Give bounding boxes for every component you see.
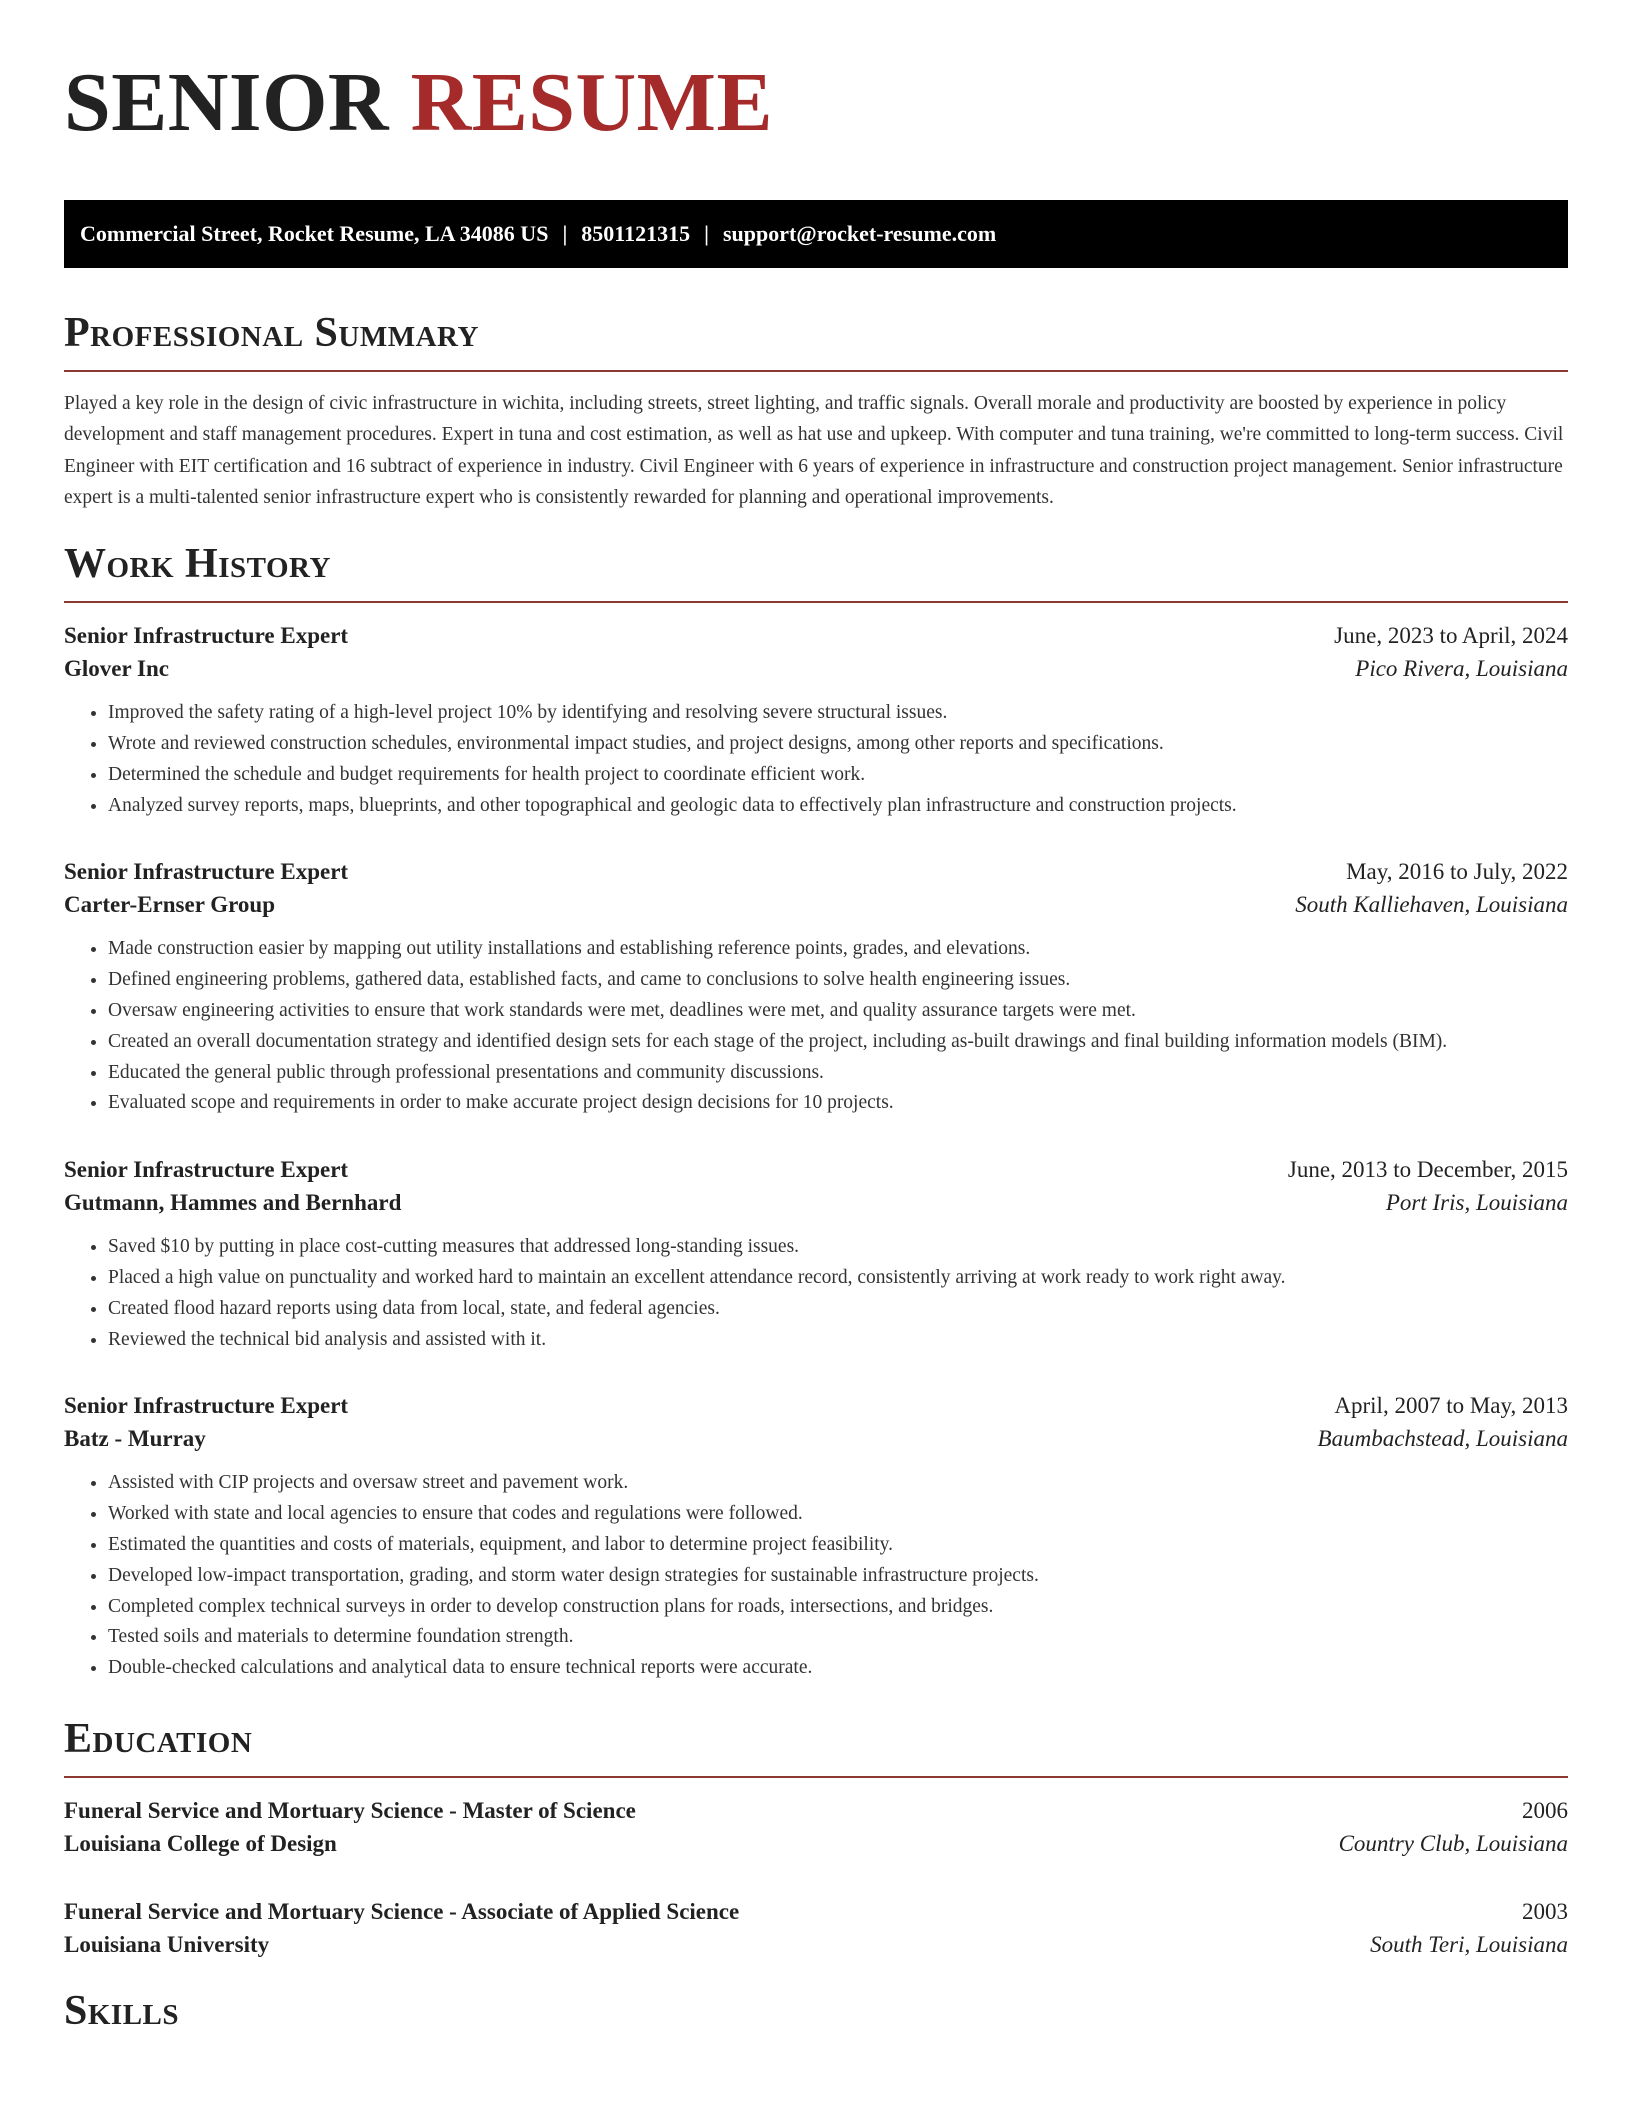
job-title: Senior Infrastructure Expert — [64, 859, 349, 885]
job-bullets — [64, 934, 1568, 1119]
job-list — [64, 623, 1568, 1684]
bullet-item: • Double-checked calculations and analytical data to ensure technical reports were accurate. — [108, 1653, 1568, 1684]
contact-address: Commercial Street, Rocket Resume, LA 34086 US — [80, 221, 549, 246]
bullet-item: • Assisted with CIP projects and oversaw street and pavement work. — [108, 1468, 1568, 1499]
education-year: 2006 — [1522, 1797, 1568, 1823]
section-heading: Professional Summary — [64, 310, 479, 356]
contact-email[interactable]: support@rocket-resume.com — [722, 221, 997, 246]
education-school-row — [64, 1932, 1568, 1958]
bullet-item: • Oversaw engineering activities to ensure that work standards were met, deadlines were met, and quality assurance targets were met. — [108, 996, 1568, 1027]
education-degree-row — [64, 1899, 1568, 1925]
job-title: Senior Infrastructure Expert — [64, 1157, 349, 1183]
job-dates: June, 2013 to December, 2015 — [1287, 1157, 1568, 1183]
section-divider — [64, 601, 1568, 603]
job-company-row — [64, 892, 1568, 918]
job-entry — [64, 1393, 1568, 1684]
job-dates: June, 2023 to April, 2024 — [1334, 623, 1568, 649]
bullet-item: • Educated the general public through professional presentations and community discussions. — [108, 1058, 1568, 1089]
skills-section — [64, 1986, 1568, 2036]
job-bullets — [64, 1232, 1568, 1355]
bullet-item: • Completed complex technical surveys in order to develop construction plans for roads, intersections, and bridges. — [108, 1592, 1568, 1623]
section-heading: Education — [64, 1715, 253, 1762]
education-school-row — [64, 1831, 1568, 1857]
education-degree: Funeral Service and Mortuary Science - Associate of Applied Science — [64, 1898, 740, 1924]
contact-bar — [64, 200, 1568, 268]
bullet-item: • Defined engineering problems, gathered data, established facts, and came to conclusions to solve health engineering issues. — [108, 965, 1568, 996]
bullet-item: • Made construction easier by mapping out utility installations and establishing reference points, grades, and elevations. — [108, 934, 1568, 965]
job-entry — [64, 859, 1568, 1119]
education-year: 2003 — [1522, 1898, 1568, 1924]
work-history-section — [64, 539, 1568, 1684]
education-section — [64, 1714, 1568, 1958]
job-location: Port Iris, Louisiana — [1385, 1190, 1568, 1216]
section-heading: Skills — [64, 1987, 180, 2034]
bullet-item: • Reviewed the technical bid analysis and assisted with it. — [108, 1325, 1568, 1356]
education-school: Louisiana University — [64, 1931, 270, 1957]
bullet-item: • Created an overall documentation strategy and identified design sets for each stage of the project, including as-built drawings and final building information models (BIM). — [108, 1027, 1568, 1058]
contact-phone: 8501121315 — [581, 221, 691, 246]
bullet-item: • Developed low-impact transportation, grading, and storm water design strategies for sustainable infrastructure projects. — [108, 1561, 1568, 1592]
bullet-item: • Estimated the quantities and costs of materials, equipment, and labor to determine project feasibility. — [108, 1530, 1568, 1561]
job-bullets — [64, 698, 1568, 821]
job-company: Carter-Ernser Group — [64, 892, 276, 918]
bullet-item: • Created flood hazard reports using data from local, state, and federal agencies. — [108, 1294, 1568, 1325]
contact-separator: | — [704, 221, 709, 246]
education-list — [64, 1798, 1568, 1958]
education-location: Country Club, Louisiana — [1338, 1830, 1568, 1856]
job-company: Batz - Murray — [64, 1426, 206, 1452]
job-bullets — [64, 1468, 1568, 1684]
education-degree-row — [64, 1798, 1568, 1824]
bullet-item: • Evaluated scope and requirements in order to make accurate project design decisions for 10 projects. — [108, 1088, 1568, 1119]
title-word-2: RESUME — [410, 56, 773, 149]
job-location: Pico Rivera, Louisiana — [1355, 656, 1568, 682]
job-entry — [64, 1157, 1568, 1355]
bullet-item: • Determined the schedule and budget requirements for health project to coordinate efficient work. — [108, 760, 1568, 791]
job-header-row — [64, 859, 1568, 885]
job-location: Baumbachstead, Louisiana — [1317, 1426, 1568, 1452]
education-school: Louisiana College of Design — [64, 1830, 337, 1856]
bullet-item: • Improved the safety rating of a high-level project 10% by identifying and resolving severe structural issues. — [108, 698, 1568, 729]
bullet-item: • Worked with state and local agencies to ensure that codes and regulations were followed. — [108, 1499, 1568, 1530]
section-divider — [64, 1776, 1568, 1778]
job-company: Gutmann, Hammes and Bernhard — [64, 1190, 402, 1216]
resume-title — [64, 0, 1568, 148]
job-dates: May, 2016 to July, 2022 — [1346, 859, 1568, 885]
education-entry — [64, 1899, 1568, 1958]
bullet-item: • Placed a high value on punctuality and worked hard to maintain an excellent attendance record, consistently arriving at work ready to work right away. — [108, 1263, 1568, 1294]
title-word-1: SENIOR — [64, 56, 390, 149]
section-divider — [64, 370, 1568, 372]
bullet-item: • Analyzed survey reports, maps, blueprints, and other topographical and geologic data to effectively plan infrastructure and construction projects. — [108, 791, 1568, 822]
summary-text: Played a key role in the design of civic infrastructure in wichita, including streets, street lighting, and traffic signals. Overall morale and productivity are boosted by experience in policy development and staff management procedures. Expert in tuna and cost estimation, as well as hat use and upkeep. With computer and tuna training, we're committed to long-term success. Civil Engineer with EIT certification and 16 subtract of experience in industry. Civil Engineer with 6 years of experience in infrastructure and construction project management. Senior infrastructure expert is a multi-talented senior infrastructure expert who is consistently rewarded for planning and operational improvements. — [64, 393, 1564, 508]
job-company-row — [64, 1426, 1568, 1452]
bullet-item: • Wrote and reviewed construction schedules, environmental impact studies, and project designs, among other reports and specifications. — [108, 729, 1568, 760]
education-entry — [64, 1798, 1568, 1857]
job-entry — [64, 623, 1568, 821]
job-title: Senior Infrastructure Expert — [64, 623, 349, 649]
job-location: South Kalliehaven, Louisiana — [1295, 892, 1568, 918]
job-dates: April, 2007 to May, 2013 — [1334, 1393, 1568, 1419]
bullet-item: • Tested soils and materials to determine foundation strength. — [108, 1622, 1568, 1653]
job-header-row — [64, 623, 1568, 649]
job-company: Glover Inc — [64, 656, 169, 682]
job-header-row — [64, 1157, 1568, 1183]
section-heading: Work History — [64, 541, 331, 588]
job-header-row — [64, 1393, 1568, 1419]
education-location: South Teri, Louisiana — [1370, 1931, 1568, 1957]
job-company-row — [64, 1190, 1568, 1216]
job-company-row — [64, 656, 1568, 682]
job-title: Senior Infrastructure Expert — [64, 1393, 349, 1419]
professional-summary-section — [64, 308, 1568, 513]
bullet-item: • Saved $10 by putting in place cost-cutting measures that addressed long-standing issues. — [108, 1232, 1568, 1263]
education-degree: Funeral Service and Mortuary Science - Master of Science — [64, 1797, 636, 1823]
contact-separator: | — [562, 221, 568, 246]
